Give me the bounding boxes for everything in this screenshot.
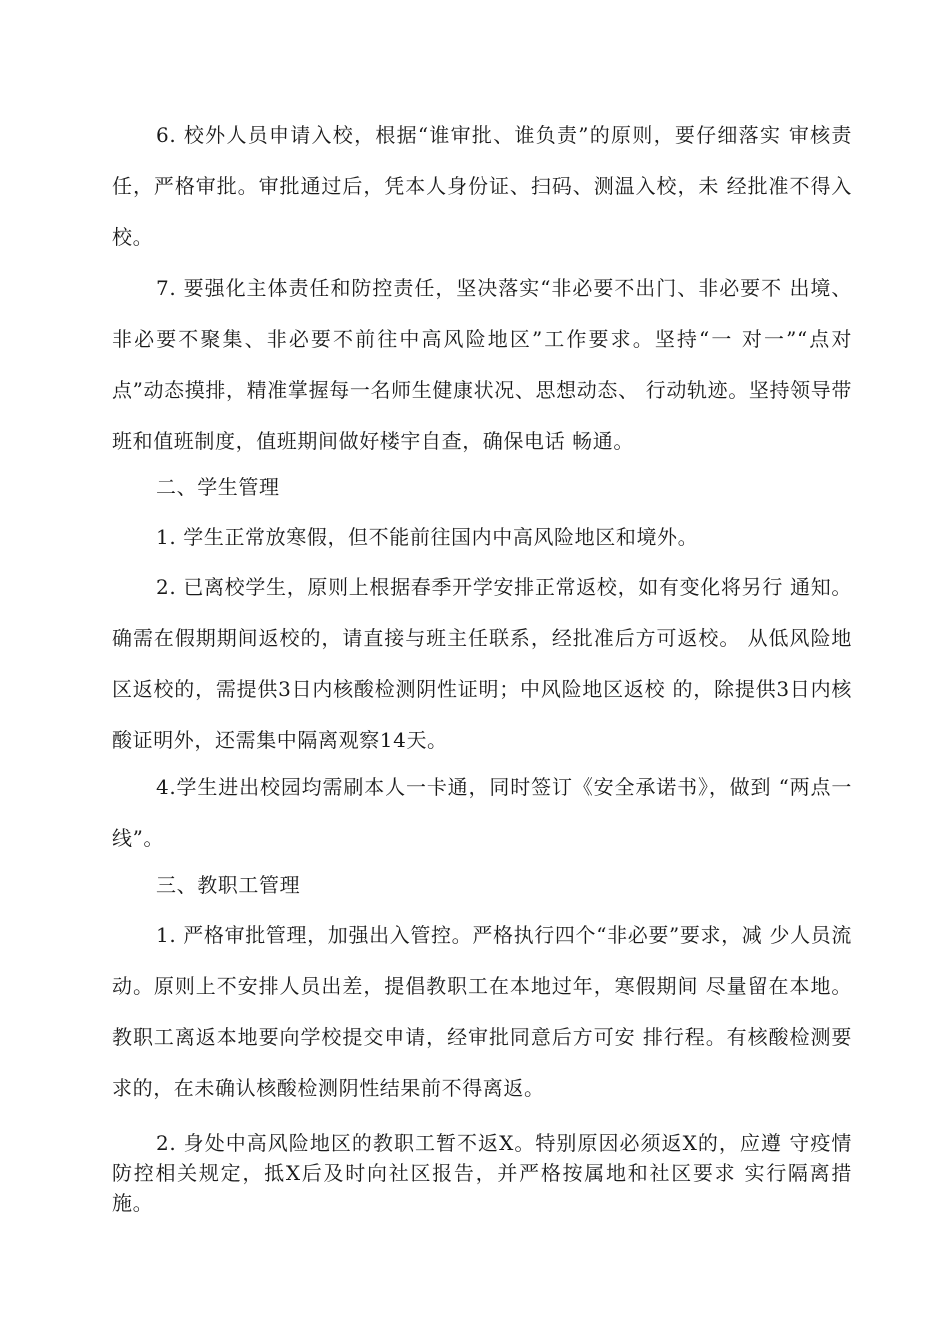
student-item-2: 2. 已离校学生，原则上根据春季开学安排正常返校，如有变化将另行 通知。确需在假期期间返校的，请直接与班主任联系，经批准后方可返校。 从低风险地区返校的，需提供3日内核酸检测阴性证明；中风险地区返校 的，除提供3日内核酸证明外，还需集中隔离观察14天。 (112, 575, 852, 752)
section-heading-student-management: 二、学生管理 (156, 475, 280, 499)
staff-item-2: 2. 身处中高风险地区的教职工暂不返X。特别原因必须返X的，应遵 守疫情防控相关规定，抵X后及时向社区报告，并严格按属地和社区要求 实行隔离措施。 (112, 1131, 852, 1215)
paragraph-item-7: 7. 要强化主体责任和防控责任，坚决落实“非必要不出门、非必要不 出境、非必要不聚集、非必要不前往中高风险地区”工作要求。坚持“一 对一”“点对点”动态摸排，精准掌握每一名师生健康状况、思想动态、 行动轨迹。坚持领导带班和值班制度，值班期间做好楼宇自查，确保电话 畅通。 (112, 276, 852, 453)
student-item-4: 4.学生进出校园均需刷本人一卡通，同时签订《安全承诺书》，做到 “两点一线”。 (112, 775, 852, 850)
section-heading-staff-management: 三、教职工管理 (156, 873, 301, 897)
staff-item-1: 1. 严格审批管理，加强出入管控。严格执行四个“非必要”要求，减 少人员流动。原则上不安排人员出差，提倡教职工在本地过年，寒假期间 尽量留在本地。教职工离返本地要向学校提交申请，经审批同意后方可安 排行程。有核酸检测要求的，在未确认核酸检测阴性结果前不得离返。 (112, 923, 852, 1100)
student-item-1: 1. 学生正常放寒假，但不能前往国内中高风险地区和境外。 (156, 525, 699, 549)
paragraph-item-6: 6. 校外人员申请入校，根据“谁审批、谁负责”的原则，要仔细落实 审核责任，严格审批。审批通过后，凭本人身份证、扫码、测温入校，未 经批准不得入校。 (112, 123, 852, 249)
